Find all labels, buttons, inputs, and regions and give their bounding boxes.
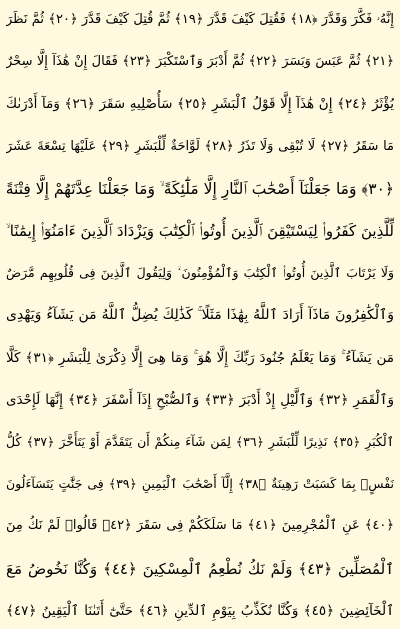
verse-line-12: نَفْسٍۭ بِمَا كَسَبَتْ رَهِينَةٌ ﴿٣٨﴾ إِلَّآ أَصْحَٰبَ ٱلْيَمِينِ ﴿٣٩﴾ فِى جَنَّٰتٍ يَتَسَآءَلُونَ (6, 476, 394, 492)
verse-line-9: مَن يَشَآءُ ۚ وَمَا يَعْلَمُ جُنُودَ رَبِّكَ إِلَّا هُوَ ۚ وَمَا هِىَ إِلَّا ذِكْرَىٰ لِلْبَشَرِ ﴿٣١﴾ كَلَّا (6, 349, 394, 366)
verse-line-8: وَٱلْكَٰفِرُونَ مَاذَآ أَرَادَ ٱللَّهُ بِهَٰذَا مَثَلًا ۚ كَذَٰلِكَ يُضِلُّ ٱللَّهُ مَن يَشَآءُ وَيَهْدِى (6, 307, 394, 324)
verse-line-7: وَلَا يَرْتَابَ ٱلَّذِينَ أُوتُوا۟ ٱلْكِتَٰبَ وَٱلْمُؤْمِنُونَ ۙ وَلِيَقُولَ ٱلَّذِينَ فِى قُلُوبِهِم مَّرَضٌ (6, 265, 394, 281)
verse-line-15: ٱلْخَآئِضِينَ ﴿٤٥﴾ وَكُنَّا نُكَذِّبُ بِيَوْمِ ٱلدِّينِ ﴿٤٦﴾ حَتَّىٰٓ أَتَىٰنَا ٱلْيَقِينُ ﴿٤٧﴾ (6, 602, 394, 619)
verse-line-6: لِّلَّذِينَ كَفَرُوا۟ لِيَسْتَيْقِنَ ٱلَّذِينَ أُوتُوا۟ ٱلْكِتَٰبَ وَيَزْدَادَ ٱلَّذِينَ ءَامَنُوٓا۟ إِيمَٰنًا ۙ (6, 222, 394, 241)
verse-line-2: ﴿٢١﴾ ثُمَّ عَبَسَ وَبَسَرَ ﴿٢٢﴾ ثُمَّ أَدْبَرَ وَٱسْتَكْبَرَ ﴿٢٣﴾ فَقَالَ إِنْ هَٰذَآ إِلَّا سِحْرٌ (6, 54, 394, 70)
verse-line-11: ٱلْكُبَرِ ﴿٣٥﴾ نَذِيرًا لِّلْبَشَرِ ﴿٣٦﴾ لِمَن شَآءَ مِنكُمْ أَن يَتَقَدَّمَ أَوْ يَتَأَخَّرَ ﴿٣٧﴾ كُلُّ (6, 434, 394, 450)
verse-line-10: وَٱلْقَمَرِ ﴿٣٢﴾ وَٱلَّيْلِ إِذْ أَدْبَرَ ﴿٣٣﴾ وَٱلصُّبْحِ إِذَآ أَسْفَرَ ﴿٣٤﴾ إِنَّهَا لَإِحْدَى (6, 391, 394, 408)
verse-lines (6, 6, 394, 625)
verse-line-14: ٱلْمُصَلِّينَ ﴿٤٣﴾ وَلَمْ نَكُ نُطْعِمُ ٱلْمِسْكِينَ ﴿٤٤﴾ وَكُنَّا نَخُوضُ مَعَ (6, 559, 394, 578)
verse-line-5: ﴿٣٠﴾ وَمَا جَعَلْنَآ أَصْحَٰبَ ٱلنَّارِ إِلَّا مَلَٰٓئِكَةً ۙ وَمَا جَعَلْنَا عِدَّتَهُمْ إِلَّا فِتْنَةً (6, 179, 394, 198)
verse-line-4: مَا سَقَرُ ﴿٢٧﴾ لَا تُبْقِى وَلَا تَذَرُ ﴿٢٨﴾ لَوَّاحَةٌ لِّلْبَشَرِ ﴿٢٩﴾ عَلَيْهَا تِسْعَةَ عَشَرَ (6, 138, 394, 154)
verse-line-1: إِنَّهُۥ فَكَّرَ وَقَدَّرَ ﴿١٨﴾ فَقُتِلَ كَيْفَ قَدَّرَ ﴿١٩﴾ ثُمَّ قُتِلَ كَيْفَ قَدَّرَ ﴿٢٠﴾ ثُمَّ نَظَرَ (6, 12, 394, 27)
verse-line-3: يُؤْثَرُ ﴿٢٤﴾ إِنْ هَٰذَآ إِلَّا قَوْلُ ٱلْبَشَرِ ﴿٢٥﴾ سَأُصْلِيهِ سَقَرَ ﴿٢٦﴾ وَمَآ أَدْرَىٰكَ (6, 96, 394, 113)
verse-line-13: ﴿٤٠﴾ عَنِ ٱلْمُجْرِمِينَ ﴿٤١﴾ مَا سَلَكَكُمْ فِى سَقَرَ ﴿٤٢﴾ قَالُوا۟ لَمْ نَكُ مِنَ (6, 518, 394, 534)
